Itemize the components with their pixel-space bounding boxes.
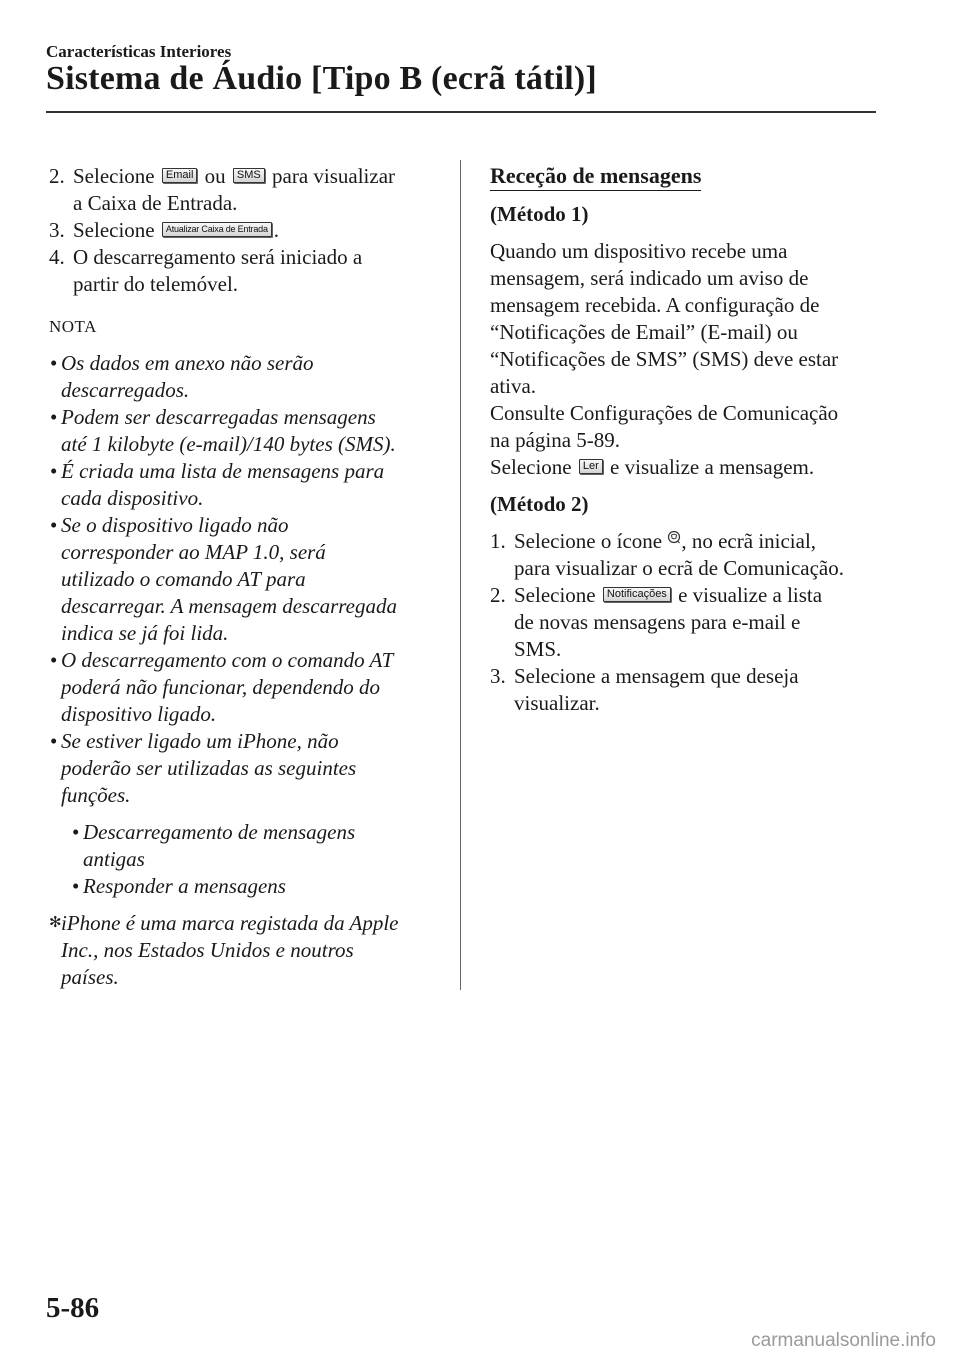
step-number: 3.	[49, 218, 65, 242]
receiving-messages-heading: Receção de mensagens	[490, 163, 701, 191]
nota-item	[49, 458, 444, 512]
step-number: 2.	[490, 583, 506, 607]
text-line: É criada uma lista de mensagens para	[61, 459, 385, 483]
step-text-part: para visualizar	[272, 164, 396, 188]
text-line: “Notificações de Email” (E-mail) ou	[490, 320, 798, 344]
notes-list	[49, 350, 444, 809]
bullet-icon: •	[50, 513, 58, 537]
text-line: “Notificações de SMS” (SMS) deve estar	[490, 347, 839, 371]
step-text	[514, 663, 880, 717]
text-line: dispositivo ligado.	[61, 702, 217, 726]
sub-item	[71, 873, 444, 900]
method-2-step-3	[490, 663, 880, 717]
text-line: poderá não funcionar, dependendo do	[61, 675, 381, 699]
text-line: até 1 kilobyte (e-mail)/140 bytes (SMS).	[61, 432, 396, 456]
step-text-part: .	[273, 218, 280, 242]
nota-item	[49, 512, 444, 647]
step-text-part: e visualize a lista	[678, 583, 823, 607]
step-text	[514, 528, 880, 582]
nota-heading: NOTA	[49, 317, 97, 336]
bullet-icon: •	[50, 405, 58, 429]
method-2-step-2	[490, 582, 880, 663]
text-line: O descarregamento com o comando AT	[61, 648, 394, 672]
step-text-part: SMS.	[514, 637, 562, 661]
step-text	[73, 244, 444, 298]
step-text-part: de novas mensagens para e-mail e	[514, 610, 801, 634]
text-line: Consulte Configurações de Comunicação	[490, 401, 839, 425]
text-line: Se estiver ligado um iPhone, não	[61, 729, 339, 753]
text-line: iPhone é uma marca registada da Apple	[61, 911, 399, 935]
step-number: 2.	[49, 164, 65, 188]
step-text-part: ou	[204, 164, 226, 188]
page-number: 5-86	[46, 1292, 100, 1324]
text-line: utilizado o comando AT para	[61, 567, 306, 591]
step-text-part: Selecione	[73, 218, 155, 242]
text-line: Quando um dispositivo recebe uma	[490, 239, 788, 263]
para-text-part: Selecione	[490, 455, 572, 479]
step-2	[49, 163, 444, 217]
step-4	[49, 244, 444, 298]
watermark: carmanualsonline.info	[751, 1330, 936, 1351]
step-3	[49, 217, 444, 244]
text-line: Inc., nos Estados Unidos e noutros	[61, 938, 354, 962]
text-line: Podem ser descarregadas mensagens	[61, 405, 376, 429]
asterisk-icon: ✻	[49, 915, 62, 931]
text-line: antigas	[83, 847, 145, 871]
step-text-part: partir do telemóvel.	[73, 272, 239, 296]
text-line: descarregar. A mensagem descarregada	[61, 594, 397, 618]
left-column	[49, 163, 444, 991]
text-line: funções.	[61, 783, 131, 807]
bullet-icon: •	[50, 729, 58, 753]
bullet-icon: •	[50, 351, 58, 375]
text-line: poderão ser utilizadas as seguintes	[61, 756, 357, 780]
step-text-part: Selecione	[73, 164, 155, 188]
method-1-label: (Método 1)	[490, 202, 589, 226]
text-line: na página 5-89.	[490, 428, 621, 452]
text-line: cada dispositivo.	[61, 486, 204, 510]
step-text-part: , no ecrã inicial,	[681, 529, 817, 553]
text-line: corresponder ao MAP 1.0, será	[61, 540, 326, 564]
email-button[interactable]: Email	[162, 168, 198, 183]
text-line: indica se já foi lida.	[61, 621, 229, 645]
step-text-part: O descarregamento será iniciado a	[73, 245, 363, 269]
step-text-part: Selecione o ícone	[514, 529, 663, 553]
text-line: Descarregamento de mensagens	[83, 820, 356, 844]
step-number: 4.	[49, 245, 65, 269]
text-line: descarregados.	[61, 378, 190, 402]
text-line: países.	[61, 965, 119, 989]
step-text-part: visualizar.	[514, 691, 600, 715]
communication-icon[interactable]	[667, 530, 681, 544]
step-text-part: a Caixa de Entrada.	[73, 191, 238, 215]
notifications-button[interactable]: Notificações	[603, 587, 671, 602]
text-line: mensagem recebida. A configuração de	[490, 293, 820, 317]
method-2-step-1	[490, 528, 880, 582]
text-line: mensagem, será indicado um aviso de	[490, 266, 809, 290]
method-1-last-line	[490, 454, 880, 481]
method-1-paragraph	[490, 238, 880, 454]
nota-item	[49, 404, 444, 458]
step-text	[73, 217, 444, 244]
sms-button[interactable]: SMS	[233, 168, 265, 183]
step-text-part: para visualizar o ecrã de Comunicação.	[514, 556, 845, 580]
step-text	[73, 163, 444, 217]
read-button[interactable]: Ler	[579, 459, 603, 474]
bullet-icon: •	[72, 874, 80, 898]
bullet-icon: •	[50, 459, 58, 483]
right-column	[490, 163, 880, 717]
sub-item	[71, 819, 444, 873]
text-line: Se o dispositivo ligado não	[61, 513, 289, 537]
step-number: 3.	[490, 664, 506, 688]
para-text-part: e visualize a mensagem.	[610, 455, 815, 479]
step-text-part: Selecione	[514, 583, 596, 607]
chapter-title: Sistema de Áudio [Tipo B (ecrã tátil)]	[46, 60, 597, 97]
bullet-icon: •	[72, 820, 80, 844]
refresh-inbox-button[interactable]: Atualizar Caixa de Entrada	[162, 222, 272, 237]
subnotes-list	[71, 819, 444, 900]
bullet-icon: •	[50, 648, 58, 672]
nota-item	[49, 728, 444, 809]
trademark-footnote	[49, 910, 444, 991]
nota-item	[49, 647, 444, 728]
section-label: Características Interiores	[46, 42, 232, 61]
text-line: Responder a mensagens	[83, 874, 286, 898]
step-number: 1.	[490, 529, 506, 553]
method-2-label: (Método 2)	[490, 492, 589, 516]
text-line: Os dados em anexo não serão	[61, 351, 314, 375]
column-divider	[460, 160, 461, 990]
step-text	[514, 582, 880, 663]
header-rule	[46, 111, 876, 113]
step-text-part: Selecione a mensagem que deseja	[514, 664, 799, 688]
nota-item	[49, 350, 444, 404]
text-line: ativa.	[490, 374, 537, 398]
